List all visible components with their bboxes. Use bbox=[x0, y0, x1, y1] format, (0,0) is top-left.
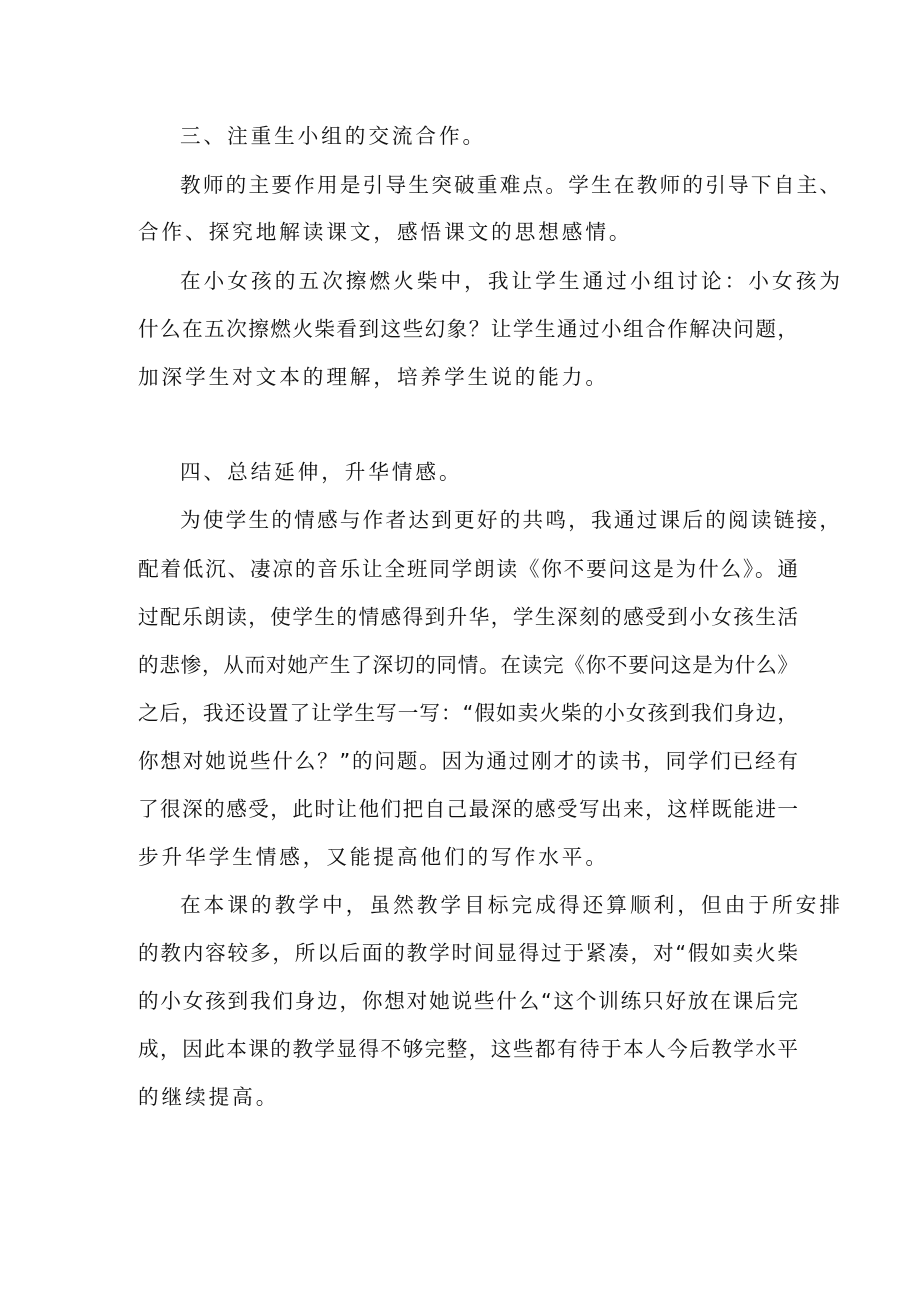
paragraph-line: 你想对她说些什么？”的问题。因为通过刚才的读书，同学们已经有 bbox=[138, 749, 798, 773]
paragraph-line: 在本课的教学中，虽然教学目标完成得还算顺利，但由于所安排 bbox=[180, 893, 840, 917]
paragraph-line: 的悲惨，从而对她产生了深切的同情。在读完《你不要问这是为什么》 bbox=[138, 653, 798, 677]
paragraph-line: 之后，我还设置了让学生写一写：“假如卖火柴的小女孩到我们身边， bbox=[138, 701, 798, 725]
paragraph-line: 为使学生的情感与作者达到更好的共鸣，我通过课后的阅读链接， bbox=[180, 508, 840, 532]
section-heading: 三、注重生小组的交流合作。 bbox=[180, 124, 487, 148]
paragraph-line: 配着低沉、凄凉的音乐让全班同学朗读《你不要问这是为什么》。通 bbox=[138, 557, 798, 581]
paragraph-line: 在小女孩的五次擦燃火柴中，我让学生通过小组讨论：小女孩为 bbox=[180, 269, 840, 293]
paragraph-line: 过配乐朗读，使学生的情感得到升华，学生深刻的感受到小女孩生活 bbox=[138, 605, 798, 629]
section-heading: 四、总结延伸，升华情感。 bbox=[180, 460, 463, 484]
paragraph-line: 的小女孩到我们身边，你想对她说些什么“这个训练只好放在课后完 bbox=[138, 989, 798, 1013]
paragraph-line: 的继续提高。 bbox=[138, 1085, 280, 1109]
paragraph-line: 成，因此本课的教学显得不够完整，这些都有待于本人今后教学水平 bbox=[138, 1037, 798, 1061]
paragraph-line: 合作、探究地解读课文，感悟课文的思想感情。 bbox=[138, 220, 633, 244]
paragraph-line: 什么在五次擦燃火柴看到这些幻象？让学生通过小组合作解决问题， bbox=[138, 317, 798, 341]
paragraph-line: 步升华学生情感，又能提高他们的写作水平。 bbox=[138, 845, 609, 869]
paragraph-line: 加深学生对文本的理解，培养学生说的能力。 bbox=[138, 365, 609, 389]
paragraph-line: 的教内容较多，所以后面的教学时间显得过于紧凑，对“假如卖火柴 bbox=[138, 941, 798, 965]
paragraph-line: 教师的主要作用是引导生突破重难点。学生在教师的引导下自主、 bbox=[180, 173, 840, 197]
paragraph-line: 了很深的感受，此时让他们把自己最深的感受写出来，这样既能进一 bbox=[138, 797, 798, 821]
